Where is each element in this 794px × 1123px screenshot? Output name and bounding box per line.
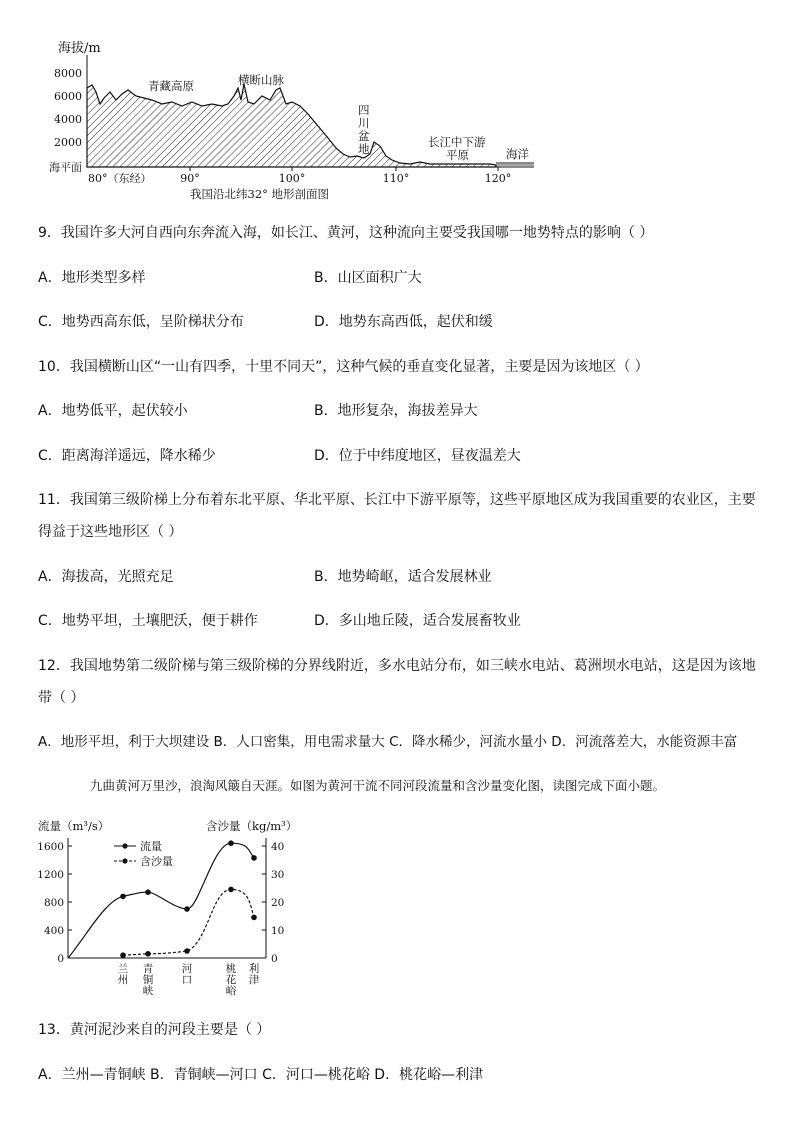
- sediment-point: [120, 952, 126, 958]
- flow-point: [184, 906, 190, 912]
- profile-x-tick: 90°: [180, 172, 200, 185]
- sediment-point: [228, 887, 234, 893]
- option-10d[interactable]: D．位于中纬度地区，昼夜温差大: [314, 448, 521, 464]
- option-9b[interactable]: B．山区面积广大: [314, 270, 422, 286]
- chart-y-left-tick: 400: [43, 925, 64, 937]
- chart-y-left-title: 流量（m³/s）: [38, 819, 110, 833]
- option-9c[interactable]: C．地势西高东低，呈阶梯状分布: [38, 314, 244, 330]
- label-sichuan: 盆: [358, 129, 370, 143]
- category-label: 花: [225, 974, 237, 986]
- chart-y-left-tick: 800: [43, 897, 64, 909]
- profile-y-title: 海拔/m: [58, 41, 101, 56]
- category-label: 峪: [225, 985, 237, 997]
- option-10b[interactable]: B．地形复杂，海拔差异大: [314, 403, 478, 419]
- category-label: 州: [117, 974, 129, 986]
- category-label: 兰: [117, 963, 129, 975]
- sediment-point: [145, 951, 151, 957]
- option-10a[interactable]: A．地势低平，起伏较小: [38, 403, 188, 419]
- series-line-sediment: [123, 889, 254, 955]
- question-9: 9．我国许多大河自西向东奔流入海，如长江、黄河，这种流向主要受我国哪一地势特点的影响（ ）: [38, 225, 654, 241]
- profile-x-tick: 120°: [484, 172, 512, 185]
- label-sichuan: 地: [358, 142, 370, 156]
- option-11b[interactable]: B．地势崎岖，适合发展林业: [314, 569, 492, 585]
- chart-y-left-tick: 1200: [37, 869, 64, 881]
- sediment-point: [184, 948, 190, 954]
- options-12[interactable]: A．地形平坦，利于大坝建设 B．人口密集，用电需求量大 C．降水稀少，河流水量小 D．河流落差大，水能资源丰富: [38, 734, 738, 750]
- flow-point: [120, 894, 126, 900]
- option-10c[interactable]: C．距离海洋遥远，降水稀少: [38, 448, 216, 464]
- option-11d[interactable]: D．多山地丘陵，适合发展畜牧业: [314, 613, 521, 629]
- category-label: 河: [181, 963, 193, 975]
- flow-point: [145, 889, 151, 895]
- profile-x-tick: 100°: [278, 172, 306, 185]
- option-9d[interactable]: D．地势东高西低，起伏和缓: [314, 314, 493, 330]
- profile-y-tick: 8000: [54, 67, 82, 80]
- chart-y-left-tick: 0: [57, 953, 64, 965]
- category-label: 津: [248, 974, 260, 986]
- option-11a[interactable]: A．海拔高，光照充足: [38, 569, 174, 585]
- option-11c[interactable]: C．地势平坦，土壤肥沃，便于耕作: [38, 613, 258, 629]
- category-label: 利: [248, 963, 260, 975]
- category-label: 口: [181, 974, 193, 986]
- chart-y-left-tick: 1600: [37, 841, 64, 853]
- profile-y-tick: 6000: [54, 90, 82, 103]
- label-changjiang: 长江中下游: [428, 135, 486, 149]
- flow-point: [228, 840, 234, 846]
- category-label: 桃: [225, 963, 237, 975]
- label-hengduan: 横断山脉: [238, 73, 284, 87]
- label-ocean: 海洋: [506, 147, 529, 161]
- legend-flow-label: 流量: [140, 840, 162, 853]
- chart-y-right-tick: 40: [271, 841, 285, 853]
- legend-sediment-label: 含沙量: [140, 855, 173, 868]
- chart-y-right-title: 含沙量（kg/m³）: [206, 819, 298, 833]
- label-sichuan: 四: [358, 103, 370, 117]
- profile-caption: 我国沿北纬32° 地形剖面图: [190, 187, 330, 201]
- profile-y-tick: 4000: [54, 113, 82, 126]
- question-12: 12．我国地势第二级阶梯与第三级阶梯的分界线附近，多水电站分布，如三峡水电站、葛洲坝水电站，这是因为该地带（ ）: [38, 658, 756, 706]
- profile-y-tick: 2000: [54, 136, 82, 149]
- label-sichuan: 川: [358, 116, 370, 130]
- chart-y-right-tick: 20: [271, 897, 285, 909]
- profile-x-tick: 80°（东经）: [88, 172, 152, 185]
- question-10: 10．我国横断山区“一山有四季，十里不同天”，这种气候的垂直变化显著，主要是因为该地区（ ）: [38, 359, 649, 375]
- legend-sediment-marker: [122, 858, 127, 863]
- profile-x-tick: 110°: [382, 172, 410, 185]
- chart-y-right-tick: 30: [271, 869, 285, 881]
- label-qingzang: 青藏高原: [148, 79, 194, 93]
- sediment-point: [251, 915, 257, 921]
- section-intro: 九曲黄河万里沙，浪淘风簸自天涯。如图为黄河干流不同河段流量和含沙量变化图，读图完成下面小题。: [90, 778, 666, 793]
- category-label: 铜: [142, 974, 154, 986]
- question-11: 11．我国第三级阶梯上分布着东北平原、华北平原、长江中下游平原等，这些平原地区成为我国重要的农业区，主要得益于这些地形区（ ）: [38, 492, 756, 540]
- river-flow-sediment-chart: [30, 812, 330, 1002]
- chart-y-right-tick: 10: [271, 925, 285, 937]
- label-changjiang: 平原: [446, 148, 469, 162]
- category-label: 峡: [142, 985, 154, 997]
- option-9a[interactable]: A．地形类型多样: [38, 270, 146, 286]
- legend-flow-marker: [122, 843, 127, 848]
- options-13[interactable]: A．兰州—青铜峡 B．青铜峡—河口 C．河口—桃花峪 D．桃花峪—利津: [38, 1067, 484, 1083]
- question-13: 13．黄河泥沙来自的河段主要是（ ）: [38, 1022, 271, 1038]
- chart-y-right-tick: 0: [271, 953, 278, 965]
- flow-point: [251, 855, 257, 861]
- terrain-profile-figure: [30, 30, 550, 210]
- profile-y-tick: 海平面: [49, 161, 82, 174]
- category-label: 青: [142, 963, 154, 975]
- terrain-profile-shape: [87, 84, 496, 167]
